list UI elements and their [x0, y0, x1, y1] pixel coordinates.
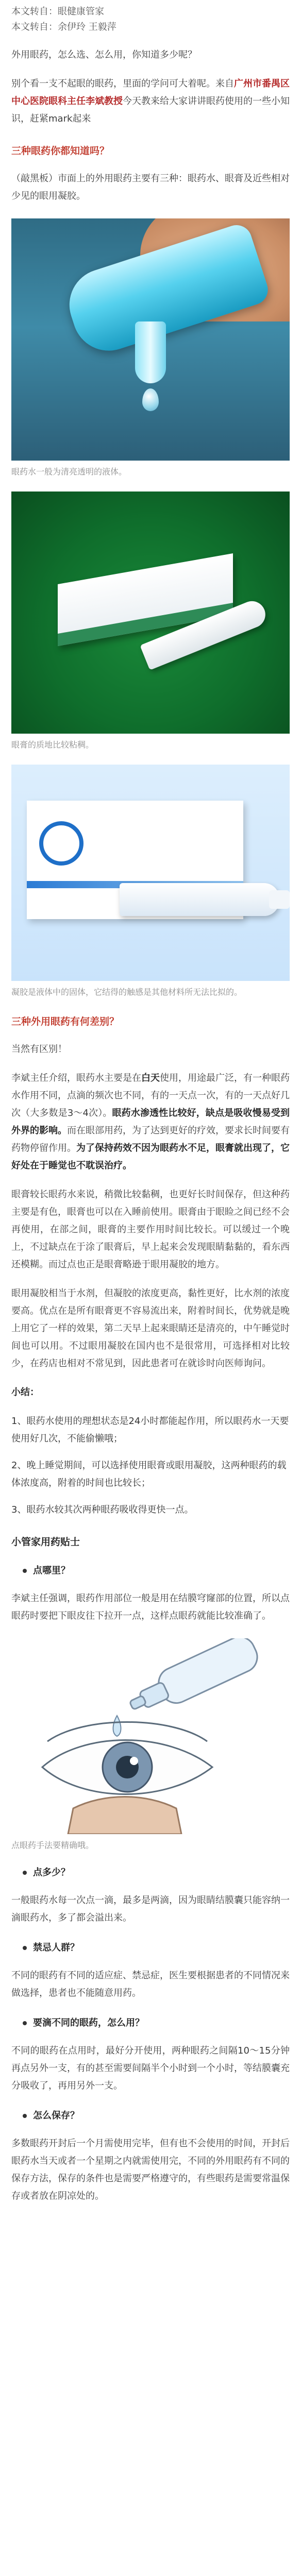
summary-list	[11, 1413, 290, 1519]
intro-paragraph	[11, 75, 290, 128]
intro-text-a: 别个看一支不起眼的眼药，里面的学问可大着呢。来自	[11, 78, 234, 89]
tip-q3	[23, 1940, 290, 1956]
tip-q1-text: 点哪里？	[33, 1565, 70, 1576]
tube-cap	[269, 890, 290, 909]
p1-daytime: 白天	[141, 1073, 160, 1083]
three-types-text: （敲黑板）市面上的外用眼药主要有三种：眼药水、眼膏及近些相对少见的眼用凝胶。	[11, 173, 290, 201]
summary-item-2: 2、晚上睡觉期间，可以选择使用眼膏或眼用凝胶，这两种眼药的载体浓度高，附着的时间也比较长；	[11, 1460, 287, 1488]
eye-illustration	[11, 1638, 290, 1834]
intro-text-b: 今天教来给大家讲讲眼药使用的一些小知识，赶紧mark起来	[11, 96, 290, 124]
tip-q2-text: 点多少？	[33, 1867, 70, 1878]
gel-tube	[120, 883, 279, 916]
caption-apply: 点眼药手法要精确哦。	[11, 1840, 94, 1850]
tip-a1: 李斌主任强调，眼药作用部位一般是用在结膜穹窿部的位置，所以点眼药时要把下眼皮往下拉开一点，这样点眼药就能比较准确了。	[11, 1593, 290, 1621]
difference-p1	[11, 1070, 290, 1175]
source-line-2: 本文转自：余伊玲 王毅萍	[11, 22, 116, 32]
bullet-dot	[23, 1871, 27, 1875]
tip-a3: 不同的眼药有不同的适应症、禁忌症，医生要根据患者的不同情况来做选择，患者也不能随意用药。	[11, 1970, 290, 1998]
tip-q2	[23, 1865, 290, 1880]
bullet-dot	[23, 2114, 27, 2118]
p1-text-c: 使用，用途最广泛，有一种眼药水作用不同，点滴的频次也不同，有的一天点一次，有的一天点好几次（大多数是3～4次）。	[11, 1073, 290, 1118]
summary-item-1: 1、眼药水使用的理想状态是24小时都能起作用，所以眼药水一天要使用好几次，不能偷懒哦；	[11, 1416, 289, 1444]
eye-gel-photo	[11, 765, 290, 981]
p1-text-d: 而在眼部用药，为了达到更好的疗效，要求长时间要有药物停留作用。	[11, 1125, 290, 1154]
difference-lead: 当然有区别！	[11, 1044, 67, 1055]
apply-drops-diagram	[11, 1638, 290, 1834]
tips-title: 小管家用药贴士	[11, 1536, 80, 1548]
section-title-difference: 三种外用眼药有何差别？	[11, 1016, 120, 1027]
p1-text-a: 李斌主任介绍，眼药水主要是在	[11, 1073, 141, 1083]
eye-drop-photo	[11, 218, 290, 461]
water-drop	[142, 388, 159, 411]
caption-eye-drops: 眼药水一般为清亮透明的液体。	[11, 467, 127, 477]
section-title-three-types: 三种眼药你都知道吗？	[11, 145, 110, 157]
bottle-tip	[135, 321, 166, 383]
tip-a2: 一般眼药水每一次点一滴，最多是两滴，因为眼睛结膜囊只能容纳一滴眼药水，多了都会溢出来。	[11, 1895, 290, 1923]
bullet-dot	[23, 2021, 27, 2025]
difference-p2: 眼膏较长眼药水来说，稍微比较黏稠，也更好长时间保存，但这种药主要是有色，眼膏也可以在入睡前使用。眼膏由于眼睑之间已经不会再使用，在部之间，眼膏的主要作用时间比较长。可以缓过一个晚上，不过缺点在于涂了眼膏后，早上起来会发现眼睛黏黏的，看东西还模糊。而过点也正是眼膏略逊于眼用凝胶的地方。	[11, 1189, 290, 1270]
source-line-1: 本文转自：眼健康管家	[11, 6, 104, 17]
caption-gel: 凝胶是液体中的固体，它结得的触感是其他材料所无法比拟的。	[11, 987, 243, 997]
eye-ointment-photo	[11, 492, 290, 734]
p1-ointment-benefit: 为了保持药效不因为眼药水不足，眼膏就出现了，它好处在于睡觉也不耽误治疗。	[11, 1143, 290, 1171]
bullet-dot	[23, 1569, 27, 1573]
tip-q4-text: 要滴不同的眼药，怎么用？	[33, 2018, 144, 2028]
summary-title: 小结：	[11, 1387, 39, 1398]
tip-a4: 不同的眼药在点用时，最好分开使用，两种眼药之间隔10～15分钟再点另外一支，有的甚至需要间隔半个小时到一个小时，等结膜囊充分吸收了，再用另外一支。	[11, 2045, 290, 2091]
tip-q1	[23, 1563, 290, 1579]
tip-q5-text: 怎么保存？	[33, 2110, 79, 2121]
p1-drop-property: 眼药水渗透性比较好，缺点是吸收慢易受到外界的影响。	[11, 1108, 290, 1136]
difference-p3: 眼用凝胶相当于水剂，但凝胶的浓度更高，黏性更好，比水剂的浓度要高。优点在是所有眼膏更不容易流出来，附着时间长，优势就是晚上用它了一样的效果，第二天早上起来眼睛还是清亮的，中午睡觉时间也可以用。不过眼用凝胶在国内也不是很常用，可选择相对比较少，在药店也相对不常见到，因此患者可在就诊时向医师询问。	[11, 1288, 290, 1369]
tip-q4	[23, 2015, 290, 2031]
tip-q5	[23, 2108, 290, 2124]
tip-a5: 多数眼药开封后一个月需使用完毕，但有也不会使用的时间，开封后眼药水当天或者一个星期之内就需使用完，不同的外用眼药有不同的保存方法，保存的条件也是需要严格遵守的，有些眼药是需要常温保存或者放在阴凉处的。	[11, 2138, 290, 2201]
caption-ointment: 眼膏的质地比较粘稠。	[11, 740, 94, 750]
bullet-dot	[23, 1946, 27, 1950]
intro-expert: 广州市番禺区中心医院眼科主任李斌教授	[11, 78, 290, 107]
tip-q3-text: 禁忌人群？	[33, 1942, 79, 1953]
intro-question: 外用眼药，怎么选、怎么用，你知道多少呢？	[11, 49, 197, 60]
summary-item-3: 3、眼药水较其次两种眼药吸收得更快一点。	[11, 1504, 194, 1515]
gel-logo	[39, 821, 83, 866]
